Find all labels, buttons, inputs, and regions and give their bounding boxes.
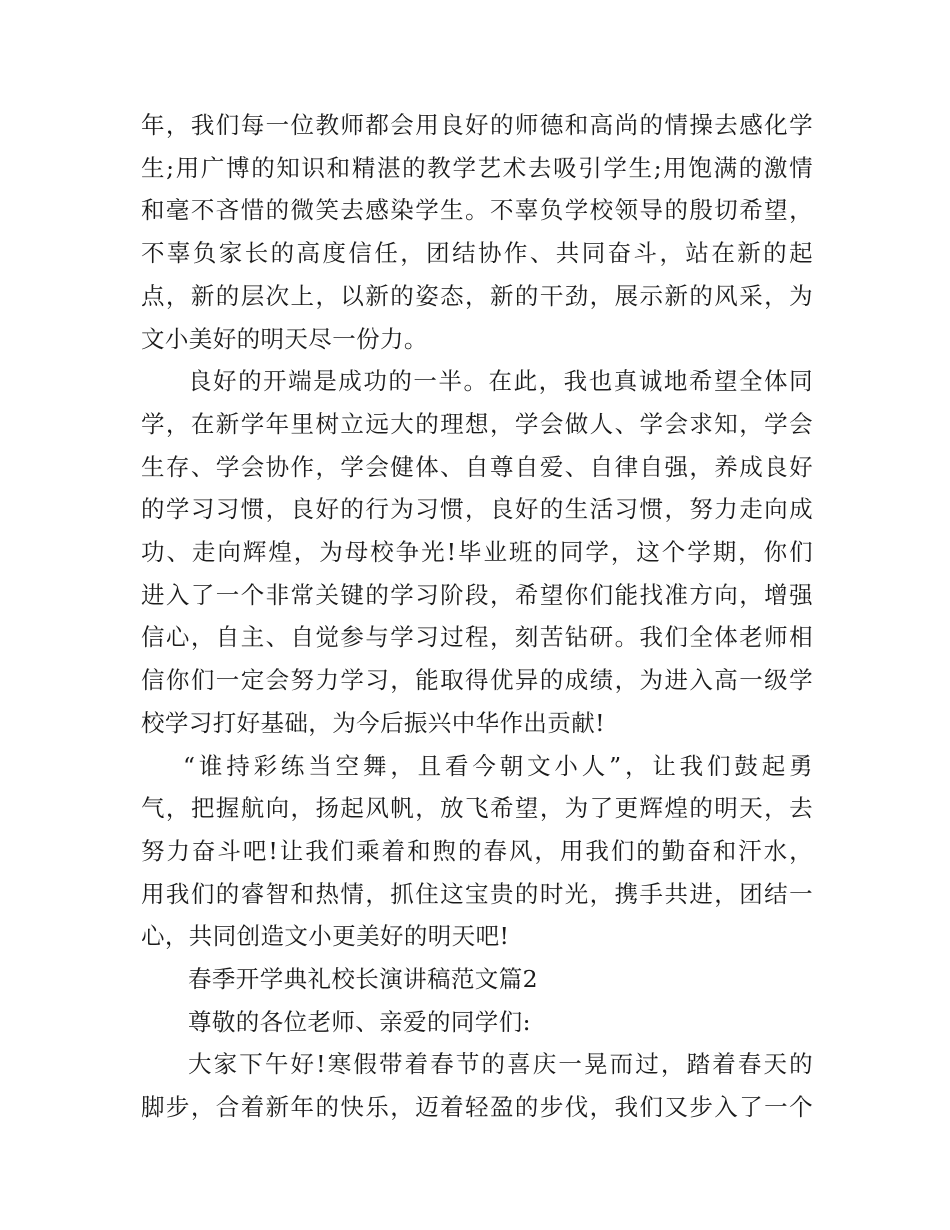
salutation [141, 1001, 813, 1044]
text-line: 尊敬的各位老师、亲爱的同学们: [188, 1007, 531, 1036]
paragraph-6 [141, 1043, 813, 1128]
text-line: 良好的开端是成功的一半。在此，我也真诚地希望全体同 [188, 367, 813, 396]
text-line: 努力奋斗吧!让我们乘着和煦的春风，用我们的勤奋和汗水， [141, 836, 813, 865]
text-line: 信你们一定会努力学习，能取得优异的成绩，为进入高一级学 [141, 666, 813, 695]
text-line: 信心，自主、自觉参与学习过程，刻苦钻研。我们全体老师相 [141, 623, 813, 652]
text-line: 大家下午好!寒假带着春节的喜庆一晃而过，踏着春天的 [188, 1050, 813, 1079]
text-line: 用我们的睿智和热情，抓住这宝贵的时光，携手共进，团结一 [141, 879, 813, 908]
text-line: 校学习打好基础，为今后振兴中华作出贡献! [141, 708, 605, 737]
text-line: 文小美好的明天尽一份力。 [141, 324, 428, 353]
heading-line: 春季开学典礼校长演讲稿范文篇2 [188, 965, 538, 994]
text-line: 学，在新学年里树立远大的理想，学会做人、学会求知，学会 [141, 409, 813, 438]
text-line: “谁持彩练当空舞，且看今朝文小人”，让我们鼓起勇 [183, 751, 813, 780]
text-line: 功、走向辉煌，为母校争光!毕业班的同学，这个学期，你们 [141, 538, 813, 567]
paragraph-1 [141, 104, 813, 360]
text-line: 不辜负家长的高度信任，团结协作、共同奋斗，站在新的起 [141, 239, 813, 268]
text-line: 进入了一个非常关键的学习阶段，希望你们能找准方向，增强 [141, 580, 813, 609]
document-page [141, 104, 813, 1129]
text-line: 和毫不吝惜的微笑去感染学生。不辜负学校领导的殷切希望， [141, 196, 813, 225]
text-line: 生;用广博的知识和精湛的教学艺术去吸引学生;用饱满的激情 [141, 153, 813, 182]
text-line: 生存、学会协作，学会健体、自尊自爱、自律自强，养成良好 [141, 452, 813, 481]
paragraph-2 [141, 360, 813, 744]
text-line: 心，共同创造文小更美好的明天吧! [141, 922, 510, 951]
section-heading [141, 958, 813, 1001]
text-line: 脚步，合着新年的快乐，迈着轻盈的步伐，我们又步入了一个 [141, 1093, 813, 1122]
text-line: 年，我们每一位教师都会用良好的师德和高尚的情操去感化学 [141, 111, 813, 139]
text-line: 气，把握航向，扬起风帆，放飞希望，为了更辉煌的明天，去 [141, 794, 813, 823]
text-line: 的学习习惯，良好的行为习惯，良好的生活习惯，努力走向成 [141, 495, 813, 524]
paragraph-3 [141, 745, 813, 959]
text-line: 点，新的层次上，以新的姿态，新的干劲，展示新的风采，为 [141, 281, 813, 310]
